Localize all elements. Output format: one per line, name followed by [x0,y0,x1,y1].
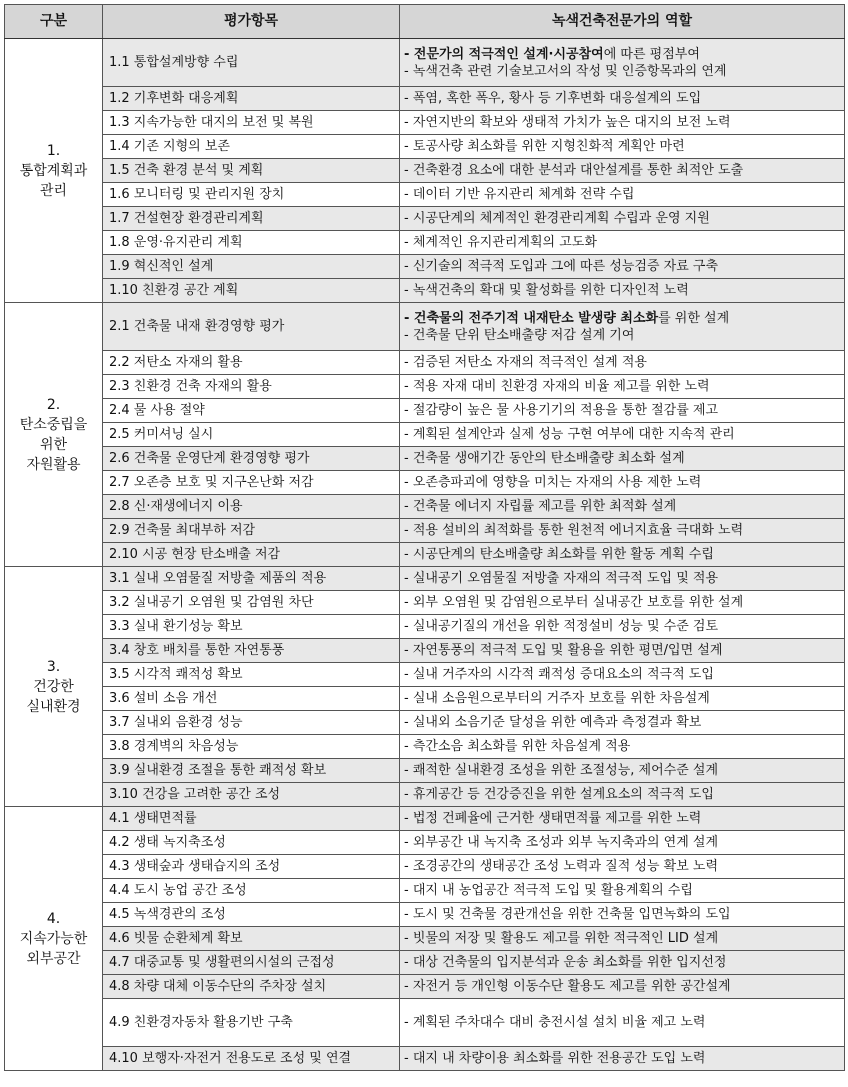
evaluation-item: 4.10 보행자·자전거 전용도로 조성 및 연결 [103,1047,400,1071]
expert-role [400,567,845,591]
table-row [5,807,845,831]
section-category [5,567,103,807]
evaluation-item: 4.5 녹색경관의 조성 [103,903,400,927]
table-header-row [5,5,845,39]
evaluation-item: 2.4 물 사용 절약 [103,399,400,423]
table-body [5,39,845,1071]
role-text: - 실내공기 오염물질 저방출 자재의 적극적 도입 및 적용 [404,571,719,586]
expert-role [400,303,845,351]
table-row [5,639,845,663]
role-text: 를 위한 설계 [658,310,730,326]
role-text: - 대지 내 차량이용 최소화를 위한 전용공간 도입 노력 [404,1051,706,1066]
table-row [5,543,845,567]
table-row [5,375,845,399]
role-line [404,762,840,779]
expert-role [400,543,845,567]
expert-role [400,711,845,735]
header-category: 구분 [5,5,103,39]
evaluation-item: 1.1 통합설계방향 수립 [103,39,400,87]
role-line [404,426,840,443]
table-row [5,855,845,879]
role-emphasis: - 건축물의 전주기적 내재탄소 발생량 최소화 [404,310,659,326]
role-line [404,858,840,875]
table-row [5,231,845,255]
role-line [404,594,840,611]
evaluation-item: 2.8 신·재생에너지 이용 [103,495,400,519]
expert-role [400,783,845,807]
expert-role [400,207,845,231]
table-row [5,999,845,1047]
table-row [5,399,845,423]
role-line [404,906,840,923]
table-row [5,591,845,615]
expert-role [400,183,845,207]
role-line [404,354,840,371]
table-row [5,879,845,903]
role-text: - 데이터 기반 유지관리 체계화 전략 수립 [404,187,635,202]
role-text: - 휴게공간 등 건강증진을 위한 설계요소의 적극적 도입 [404,787,714,802]
expert-role [400,999,845,1047]
role-text: - 실내외 소음기준 달성을 위한 예측과 측정결과 확보 [404,715,702,730]
table-row [5,567,845,591]
expert-role [400,639,845,663]
role-text: - 자전거 등 개인형 이동수단 활용도 제고를 위한 공간설계 [404,979,731,994]
role-line [404,258,840,275]
evaluation-item: 4.7 대중교통 및 생활편의시설의 근접성 [103,951,400,975]
expert-role [400,855,845,879]
expert-role [400,831,845,855]
role-line [404,570,840,587]
section-name-line: 관리 [39,182,68,199]
role-text: - 시공단계의 체계적인 환경관리계획 수립과 운영 지원 [404,211,710,226]
role-text: - 시공단계의 탄소배출량 최소화를 위한 활동 계획 수립 [404,547,714,562]
role-line [404,474,840,491]
evaluation-item: 3.5 시각적 쾌적성 확보 [103,663,400,687]
evaluation-item: 1.10 친환경 공간 계획 [103,279,400,303]
evaluation-item: 3.4 창호 배치를 통한 자연통풍 [103,639,400,663]
expert-role [400,423,845,447]
role-text: - 계획된 주차대수 대비 충전시설 설치 비율 제고 노력 [404,1015,706,1030]
evaluation-item: 2.7 오존층 보호 및 지구온난화 저감 [103,471,400,495]
role-text: - 오존층파괴에 영향을 미치는 자재의 사용 제한 노력 [404,475,702,490]
evaluation-item: 4.8 차량 대체 이동수단의 주차장 설치 [103,975,400,999]
table-row [5,831,845,855]
expert-role [400,471,845,495]
expert-role [400,519,845,543]
role-line [404,522,840,539]
table-row [5,903,845,927]
role-text: - 계획된 설계안과 실제 성능 구현 여부에 대한 지속적 관리 [404,427,735,442]
table-row [5,471,845,495]
evaluation-item: 4.2 생태 녹지축조성 [103,831,400,855]
expert-role [400,615,845,639]
role-text: - 외부 오염원 및 감염원으로부터 실내공간 보호를 위한 설계 [404,595,744,610]
evaluation-item: 2.2 저탄소 자재의 활용 [103,351,400,375]
role-line [404,90,840,107]
header-evaluation-item: 평가항목 [103,5,400,39]
expert-role [400,279,845,303]
expert-role [400,975,845,999]
role-line [404,498,840,515]
role-text: - 쾌적한 실내환경 조성을 위한 조절성능, 제어수준 설계 [404,763,719,778]
evaluation-item: 4.3 생태숲과 생태습지의 조성 [103,855,400,879]
table-row [5,423,845,447]
role-text: - 적용 설비의 최적화를 통한 원천적 에너지효율 극대화 노력 [404,523,744,538]
role-line [404,63,840,80]
expert-role [400,255,845,279]
section-number: 1. [46,142,61,159]
role-text: - 자연통풍의 적극적 도입 및 활용을 위한 평면/입면 설계 [404,643,723,658]
evaluation-item: 1.5 건축 환경 분석 및 계획 [103,159,400,183]
evaluation-item: 2.1 건축물 내재 환경영향 평가 [103,303,400,351]
expert-role [400,1047,845,1071]
table-row [5,135,845,159]
evaluation-item: 3.2 실내공기 오염원 및 감염원 차단 [103,591,400,615]
expert-role [400,351,845,375]
evaluation-item: 1.6 모니터링 및 관리지원 장치 [103,183,400,207]
role-line [404,546,840,563]
role-line [404,162,840,179]
role-line [404,642,840,659]
expert-role [400,687,845,711]
table-row [5,207,845,231]
table-row [5,615,845,639]
evaluation-item: 3.1 실내 오염물질 저방출 제품의 적용 [103,567,400,591]
section-name-line: 외부공간 [26,950,81,967]
role-text: - 측간소음 최소화를 위한 차음설계 적용 [404,739,631,754]
role-text: - 녹색건축 관련 기술보고서의 작성 및 인증항목과의 연계 [404,63,727,79]
evaluation-item: 2.9 건축물 최대부하 저감 [103,519,400,543]
role-text: - 실내 거주자의 시각적 쾌적성 증대요소의 적극적 도입 [404,667,714,682]
role-text: - 법정 건폐율에 근거한 생태면적률 제고를 위한 노력 [404,811,702,826]
table-row [5,279,845,303]
expert-role [400,879,845,903]
table-row [5,711,845,735]
role-line [404,210,840,227]
role-text: - 실내공기질의 개선을 위한 적정설비 성능 및 수준 검토 [404,619,719,634]
evaluation-table [4,4,845,1071]
evaluation-item: 4.1 생태면적률 [103,807,400,831]
role-line [404,310,840,327]
role-text: - 토공사량 최소화를 위한 지형친화적 계획안 마련 [404,139,685,154]
table-row [5,975,845,999]
evaluation-item: 2.6 건축물 운영단계 환경영향 평가 [103,447,400,471]
role-text: - 건축물 생애기간 동안의 탄소배출량 최소화 설계 [404,451,685,466]
section-name-line: 건강한 [33,678,74,695]
role-line [404,978,840,995]
role-text: - 절감량이 높은 물 사용기기의 적용을 통한 절감률 제고 [404,403,719,418]
expert-role [400,231,845,255]
role-line [404,186,840,203]
table-row [5,351,845,375]
role-line [404,786,840,803]
expert-role [400,495,845,519]
role-text: - 녹색건축의 확대 및 활성화를 위한 디자인적 노력 [404,283,689,298]
role-line [404,618,840,635]
evaluation-item: 1.2 기후변화 대응계획 [103,87,400,111]
section-name-line: 실내환경 [26,698,81,715]
role-line [404,378,840,395]
table-row [5,39,845,87]
table-row [5,1047,845,1071]
table-row [5,303,845,351]
expert-role [400,111,845,135]
role-text: - 신기술의 적극적 도입과 그에 따른 성능검증 자료 구축 [404,259,719,274]
table-row [5,111,845,135]
table-row [5,663,845,687]
section-category [5,807,103,1071]
role-emphasis: - 전문가의 적극적인 설계·시공참여 [404,46,604,62]
expert-role [400,903,845,927]
evaluation-item: 3.6 설비 소음 개선 [103,687,400,711]
role-line [404,666,840,683]
role-text: - 대지 내 농업공간 적극적 도입 및 활용계획의 수립 [404,883,693,898]
role-line [404,954,840,971]
role-line [404,327,840,344]
table-row [5,87,845,111]
role-line [404,138,840,155]
evaluation-item: 3.10 건강을 고려한 공간 조성 [103,783,400,807]
role-line [404,114,840,131]
expert-role [400,87,845,111]
role-line [404,882,840,899]
evaluation-item: 2.10 시공 현장 탄소배출 저감 [103,543,400,567]
role-text: - 검증된 저탄소 자재의 적극적인 설계 적용 [404,355,647,370]
section-name-line: 위한 [39,436,68,453]
expert-role [400,807,845,831]
role-text: - 외부공간 내 녹지축 조성과 외부 녹지축과의 연계 설계 [404,835,719,850]
expert-role [400,375,845,399]
evaluation-item: 4.4 도시 농업 공간 조성 [103,879,400,903]
table-row [5,255,845,279]
role-text: - 도시 및 건축물 경관개선을 위한 건축물 입면녹화의 도입 [404,907,731,922]
section-name-line: 지속가능한 [19,930,88,947]
expert-role [400,735,845,759]
role-line [404,282,840,299]
expert-role [400,135,845,159]
role-text: - 조경공간의 생태공간 조성 노력과 질적 성능 확보 노력 [404,859,719,874]
evaluation-item: 3.8 경계벽의 차음성능 [103,735,400,759]
evaluation-item: 1.8 운영·유지관리 계획 [103,231,400,255]
evaluation-item: 1.9 혁신적인 설계 [103,255,400,279]
expert-role [400,951,845,975]
role-text: - 실내 소음원으로부터의 거주자 보호를 위한 차음설계 [404,691,710,706]
role-line [404,738,840,755]
evaluation-item: 4.6 빗물 순환체계 확보 [103,927,400,951]
role-line [404,930,840,947]
role-line [404,714,840,731]
section-category [5,303,103,567]
section-name-line: 통합계획과 [19,162,88,179]
expert-role [400,759,845,783]
table-row [5,951,845,975]
expert-role [400,39,845,87]
role-text: - 건축환경 요소에 대한 분석과 대안설계를 통한 최적안 도출 [404,163,744,178]
role-text: - 건축물 단위 탄소배출량 저감 설계 기여 [404,327,635,343]
section-name-line: 자원활용 [26,456,81,473]
section-number: 4. [46,910,61,927]
evaluation-item: 3.7 실내외 음환경 성능 [103,711,400,735]
role-text: - 대상 건축물의 입지분석과 운송 최소화를 위한 입지선정 [404,955,727,970]
role-line [404,810,840,827]
section-number: 3. [46,658,61,675]
expert-role [400,591,845,615]
table-row [5,927,845,951]
evaluation-item: 1.4 기존 지형의 보존 [103,135,400,159]
section-number: 2. [46,396,61,413]
role-line [404,46,840,63]
evaluation-item: 4.9 친환경자동차 활용기반 구축 [103,999,400,1047]
table-row [5,783,845,807]
table-row [5,519,845,543]
evaluation-item: 1.3 지속가능한 대지의 보전 및 복원 [103,111,400,135]
evaluation-item: 2.5 커미셔닝 실시 [103,423,400,447]
expert-role [400,447,845,471]
role-line [404,402,840,419]
evaluation-item: 1.7 건설현장 환경관리계획 [103,207,400,231]
role-line [404,1014,840,1031]
header-expert-role: 녹색건축전문가의 역할 [400,5,845,39]
role-text: - 폭염, 혹한 폭우, 황사 등 기후변화 대응설계의 도입 [404,91,702,106]
table-row [5,447,845,471]
section-name-line: 탄소중립을 [19,416,88,433]
table-row [5,759,845,783]
role-text: - 건축물 에너지 자립률 제고를 위한 최적화 설계 [404,499,677,514]
table-row [5,687,845,711]
evaluation-item: 3.9 실내환경 조절을 통한 쾌적성 확보 [103,759,400,783]
role-line [404,690,840,707]
expert-role [400,159,845,183]
role-text: - 적용 자재 대비 친환경 자재의 비율 제고를 위한 노력 [404,379,710,394]
evaluation-item: 3.3 실내 환기성능 확보 [103,615,400,639]
expert-role [400,399,845,423]
table-row [5,495,845,519]
role-line [404,834,840,851]
table-row [5,159,845,183]
role-text: - 빗물의 저장 및 활용도 제고를 위한 적극적인 LID 설계 [404,931,719,946]
role-line [404,450,840,467]
table-row [5,735,845,759]
evaluation-item: 2.3 친환경 건축 자재의 활용 [103,375,400,399]
table-row [5,183,845,207]
role-text: - 체계적인 유지관리계획의 고도화 [404,235,597,250]
expert-role [400,663,845,687]
role-text: 에 따른 평점부여 [603,46,700,62]
role-line [404,234,840,251]
expert-role [400,927,845,951]
role-text: - 자연지반의 확보와 생태적 가치가 높은 대지의 보전 노력 [404,115,731,130]
role-line [404,1050,840,1067]
section-category [5,39,103,303]
